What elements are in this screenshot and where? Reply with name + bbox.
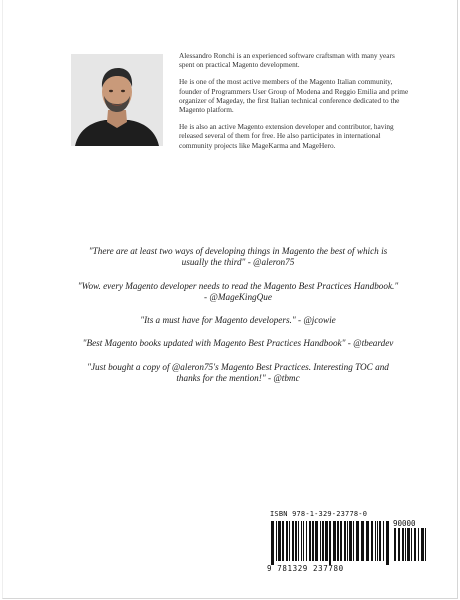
barcode-bar [349, 521, 352, 561]
barcode-bar [383, 521, 384, 561]
barcode-bar [282, 521, 284, 561]
ean-digits: 9 781329 237780 [267, 564, 344, 573]
bio-paragraph: He is also an active Magento extension developer and contributor, having released several of them for free. He also participates in international community projects like MageKarma and MageHero. [179, 122, 394, 150]
barcode-bar [414, 528, 416, 561]
back-cover-page [2, 0, 458, 599]
bio-paragraph: He is one of the most active members of the Magento Italian community, founder of Programmers User Group of Modena and Reggio Emilia and prime organizer of Mageday, the first Italian technical conference dedicated to the Magento platform. [179, 77, 409, 115]
quote-item: "Wow. every Magento developer needs to read the Magento Best Practices Handbook." - @MageKingQue [77, 280, 399, 302]
barcode-bar [402, 528, 404, 561]
quote-item: "There are at least two ways of developing things in Magento the best of which is usually the third" - @aleron75 [88, 246, 388, 268]
barcode-bar [295, 521, 297, 561]
quote-item: "Its a must have for Magento developers." - @jcowie [140, 315, 336, 326]
price-code: 90000 [393, 519, 416, 528]
barcode-bar [361, 521, 364, 561]
barcode-bar [407, 528, 410, 561]
barcode-bar [353, 521, 354, 561]
barcode-bar [278, 521, 281, 561]
barcode-bar [329, 521, 331, 565]
ean-barcode-bars [271, 521, 389, 565]
barcode-bar [325, 521, 328, 561]
barcode-bar [298, 521, 299, 561]
barcode-bar [421, 528, 424, 561]
barcode-bar [356, 521, 359, 561]
barcode-bar [366, 521, 369, 561]
barcode-bar [340, 521, 342, 561]
barcode-bar [306, 521, 307, 561]
addon-barcode-bars [394, 528, 428, 565]
barcode-bar [344, 521, 346, 561]
author-portrait-image [71, 54, 163, 146]
barcode-bar [347, 521, 348, 561]
barcode-bar [394, 528, 396, 561]
author-bio [179, 51, 411, 158]
barcode-bar [292, 521, 294, 561]
barcode-bar [337, 521, 339, 561]
isbn-label: ISBN 978-1-329-23778-0 [270, 510, 368, 518]
barcode-bar [315, 521, 318, 561]
barcode-bar [271, 521, 274, 565]
barcode-bar [371, 521, 373, 561]
bio-paragraph: Alessandro Ronchi is an experienced software craftsman with many years spent on practical Magento development. [179, 51, 395, 70]
barcode-bar [405, 528, 406, 561]
barcode-bar [398, 528, 400, 561]
barcode-bar [320, 521, 321, 561]
testimonial-quotes [77, 246, 399, 396]
barcode-bar [379, 521, 381, 561]
barcode-bar [322, 521, 324, 561]
barcode-bar [386, 521, 389, 565]
quote-item: "Just bought a copy of @aleron75's Magento Best Practices. Interesting TOC and thanks for the mention!" - @tbmc [87, 361, 389, 384]
barcode-bar [276, 521, 277, 561]
barcode-bar [309, 521, 311, 561]
author-photo [71, 54, 163, 146]
isbn-barcode [265, 509, 433, 574]
barcode-bar [377, 521, 378, 561]
barcode-bar [303, 521, 304, 561]
barcode-bar [375, 521, 376, 561]
barcode-bar [411, 528, 412, 561]
barcode-bar [301, 521, 302, 561]
barcode-bar [333, 521, 336, 561]
barcode-bar [289, 521, 290, 561]
barcode-bar [418, 528, 419, 561]
barcode-bar [312, 521, 314, 561]
barcode-bar [286, 521, 288, 561]
barcode-bar [425, 528, 426, 561]
quote-item: "Best Magento books updated with Magento Best Practices Handbook" - @tbeardev [82, 338, 394, 349]
